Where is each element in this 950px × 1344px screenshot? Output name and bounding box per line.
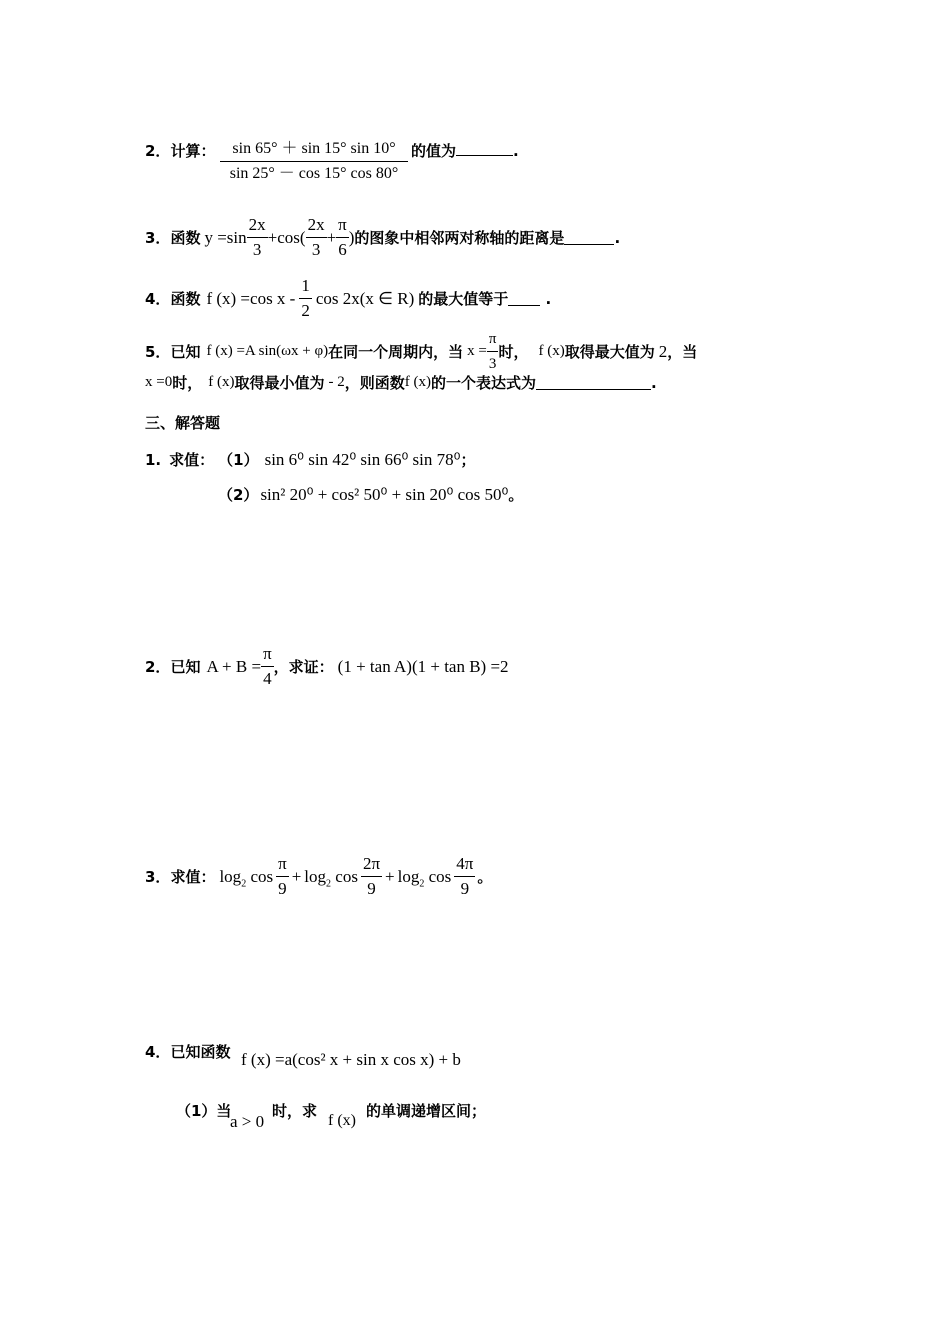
question-number: 3． — [145, 229, 171, 247]
math-expression: - 2 — [328, 374, 345, 390]
problem-2 — [145, 642, 509, 691]
fraction-denominator: 3 — [252, 240, 262, 259]
math-expression: f (x) =cos x - — [206, 288, 296, 308]
fraction-numerator: 2π — [361, 852, 382, 877]
problem-number: 3． — [145, 868, 171, 886]
math-expression: + — [385, 866, 395, 886]
fraction-denominator: 9 — [367, 879, 376, 898]
fraction — [276, 852, 289, 901]
fraction-numerator: 2x — [247, 213, 268, 238]
problem-4-part-1-tail — [366, 1100, 486, 1121]
fraction — [261, 642, 274, 691]
fraction — [247, 213, 268, 262]
problem-label: 已知函数 — [170, 1043, 231, 1061]
problem-number: 4． — [145, 1043, 171, 1061]
fraction-denominator: 2 — [301, 301, 310, 320]
fraction-denominator: sin 25° － cos 15° cos 80° — [229, 165, 399, 182]
question-label: 函数 — [170, 290, 201, 308]
fraction — [361, 852, 382, 901]
fraction-expression — [220, 137, 408, 186]
answer-blank — [508, 291, 540, 306]
question-label: 计算： — [170, 142, 216, 160]
fraction-denominator: 9 — [460, 879, 470, 898]
fraction-denominator: 6 — [338, 240, 347, 259]
question-text: 的一个表达式为 — [431, 374, 537, 392]
problem-4-part-1-text — [272, 1100, 317, 1121]
sub-part-label: （2） — [218, 486, 259, 504]
question-4: 4． 函数 f (x) =cos x - $\frac{1}{2}$ cos 2x(x ∈ R) 的最大值等于 . — [145, 274, 551, 323]
fraction — [299, 274, 312, 323]
math-expression: x = — [467, 343, 487, 359]
fraction-numerator: 4π — [454, 852, 475, 877]
problem-4 — [145, 1041, 230, 1062]
math-expression: $\log_2 \cos$ — [397, 866, 452, 889]
math-expression: + — [291, 866, 302, 886]
question-text: 时， — [172, 374, 203, 392]
fraction — [454, 852, 475, 901]
answer-blank — [564, 230, 614, 245]
answer-blank — [536, 375, 651, 390]
math-expression: a > 0 — [230, 1112, 265, 1131]
problem-text: 时，求 — [272, 1102, 318, 1120]
problem-1-part-2 — [218, 484, 523, 505]
fraction-numerator: π — [336, 213, 349, 238]
question-5 — [145, 327, 697, 376]
math-expression: x =0 — [145, 374, 173, 390]
fraction — [306, 213, 327, 262]
problem-1 — [145, 449, 475, 470]
punctuation: ； — [460, 451, 476, 469]
math-expression: 2 — [658, 341, 668, 361]
math-expression: $\log_2 \cos$ — [304, 866, 358, 889]
question-label: 函数 — [170, 229, 201, 247]
math-expression: y =sin — [204, 227, 247, 247]
question-label: 已知 — [170, 343, 201, 361]
problem-number: 2． — [145, 658, 171, 676]
math-expression: sin 6⁰ sin 42⁰ sin 66⁰ sin 78⁰ — [264, 449, 461, 469]
math-expression: (1 + tan A)(1 + tan B) =2 — [337, 656, 509, 676]
question-2-tail: 的值为 . — [411, 142, 519, 160]
sub-part-label: （1） — [218, 451, 259, 469]
fraction-numerator: π — [487, 327, 499, 352]
question-number: 5． — [145, 343, 171, 361]
problem-label: 求值： — [169, 451, 215, 469]
math-expression: +cos( — [267, 227, 306, 247]
fraction-numerator: 1 — [299, 274, 312, 299]
math-expression: cos 2x(x ∈ R) — [315, 288, 415, 308]
math-expression: $\log_2 \cos$ — [219, 866, 274, 889]
math-expression: A + B = — [206, 656, 262, 676]
question-text: 的最大值等于 — [418, 290, 509, 308]
fraction-numerator: π — [276, 852, 289, 877]
fraction-denominator: 9 — [278, 879, 287, 898]
sub-part-label: （1）当 — [176, 1102, 232, 1120]
section-heading: 三、解答题 — [145, 414, 221, 432]
question-text: 在同一个周期内，当 — [328, 343, 464, 361]
math-expression: f (x) =A sin(ωx + φ) — [206, 343, 329, 359]
fraction — [487, 327, 499, 376]
punctuation: 。 — [477, 868, 493, 886]
question-text: 取得最大值为 — [564, 343, 655, 361]
punctuation: 。 — [508, 486, 524, 504]
fraction-denominator: 3 — [311, 240, 321, 259]
question-text: 的值为 — [411, 142, 457, 160]
math-expression: f (x) — [208, 374, 235, 390]
math-expression: f (x) =a(cos² x + sin x cos x) + b — [241, 1050, 461, 1069]
fraction-denominator: 3 — [488, 356, 497, 372]
question-2 — [145, 140, 215, 161]
fraction-numerator: π — [261, 642, 274, 667]
question-number: 2． — [145, 142, 171, 160]
fraction — [336, 213, 349, 262]
question-text: ，则函数 — [344, 374, 405, 392]
question-3: 3． 函数 y =sin $\frac{2x}{3}$ +cos( $\frac{2x}{3}$ + $\frac{\pi}{6}$ ) 的图象中相邻两对称轴的距离是 . — [145, 213, 620, 262]
math-expression: f (x) — [404, 374, 432, 390]
question-text: 的图象中相邻两对称轴的距离是 — [354, 229, 565, 247]
fraction-numerator: 2x — [306, 213, 327, 238]
fraction-denominator: 4 — [263, 669, 272, 688]
math-expression: + — [326, 227, 337, 247]
problem-number: 1. — [145, 450, 162, 469]
question-5-continued: x =0 时， f (x) 取得最小值为 - 2 ，则函数 f (x) 的一个表达式为 . — [145, 373, 657, 392]
problem-label: 已知 — [170, 658, 201, 676]
question-number: 4． — [145, 290, 171, 308]
problem-3 — [145, 852, 492, 901]
question-text: ，当 — [667, 343, 698, 361]
math-expression: ) — [348, 227, 355, 247]
problem-text: ，求证： — [273, 658, 334, 676]
math-expression: f (x) — [538, 343, 565, 359]
math-expression: f (x) — [328, 1112, 356, 1129]
answer-blank — [456, 141, 513, 156]
fraction-numerator: sin 65° ＋ sin 15° sin 10° — [220, 137, 408, 162]
question-text: 取得最小值为 — [234, 374, 325, 392]
problem-text: 的单调递增区间； — [366, 1102, 487, 1120]
problem-4-part-1 — [176, 1100, 231, 1121]
math-expression: sin² 20⁰ + cos² 50⁰ + sin 20⁰ cos 50⁰ — [260, 484, 509, 504]
question-text: 时， — [498, 343, 529, 361]
problem-label: 求值： — [170, 868, 216, 886]
